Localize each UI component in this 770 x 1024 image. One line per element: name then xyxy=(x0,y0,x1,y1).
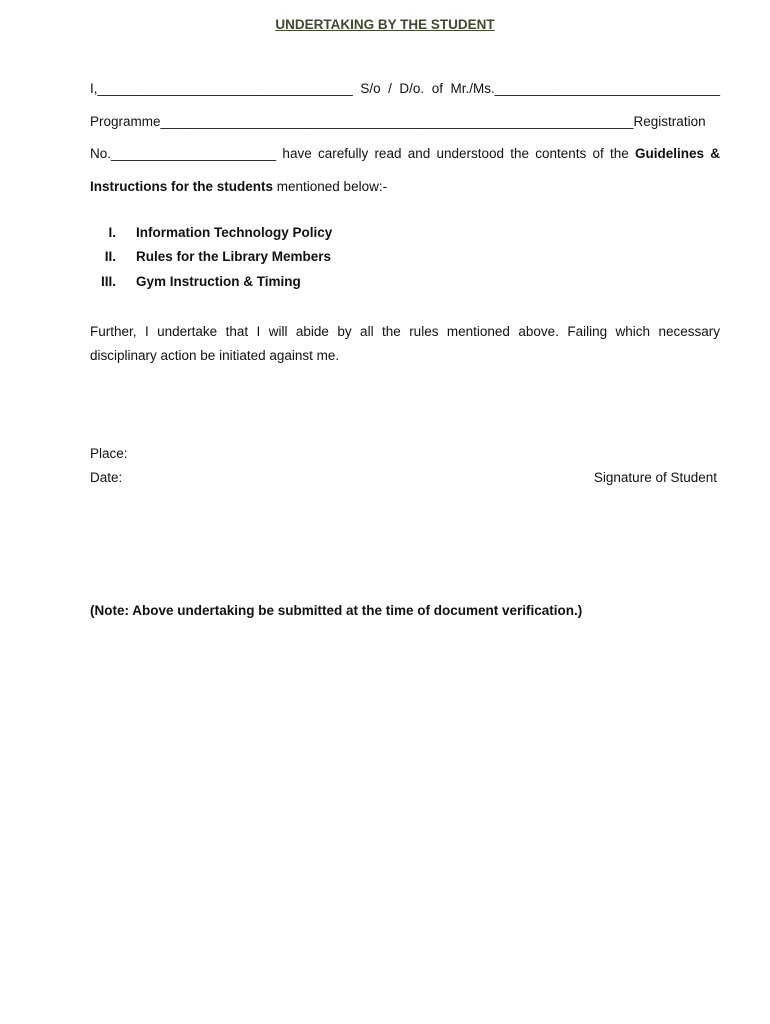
programme-line xyxy=(90,114,720,129)
list-number: I. xyxy=(108,225,116,240)
mentioned-below-text: mentioned below:- xyxy=(273,179,388,194)
signature-label: Signature of Student xyxy=(593,470,717,485)
statement-text: have carefully read and understood the contents of the xyxy=(276,146,635,161)
guidelines-bold-text: Guidelines & xyxy=(634,146,720,161)
list-item xyxy=(90,225,332,240)
list-text: Gym Instruction & Timing xyxy=(136,274,301,289)
instructions-bold-text: Instructions for the students xyxy=(90,179,274,194)
list-number: III. xyxy=(100,274,116,289)
parent-name-blank: ______________________________ xyxy=(494,81,720,96)
list-text: Information Technology Policy xyxy=(136,225,333,240)
verification-note: (Note: Above undertaking be submitted at the time of document verification.) xyxy=(90,603,583,618)
registration-no-label: No. xyxy=(90,146,112,161)
instructions-line xyxy=(90,179,720,194)
list-item xyxy=(90,249,331,264)
registration-label: Registration xyxy=(633,114,706,129)
document-title: UNDERTAKING BY THE STUDENT xyxy=(275,17,495,32)
list-text: Rules for the Library Members xyxy=(136,249,332,264)
place-label: Place: xyxy=(90,446,128,461)
programme-blank: _______________________________________________________________ xyxy=(160,114,634,129)
registration-line xyxy=(90,146,720,161)
undertaking-paragraph-line-2: disciplinary action be initiated against me. xyxy=(90,348,340,363)
list-number: II. xyxy=(104,249,116,264)
programme-label: Programme xyxy=(90,114,161,129)
undertaking-paragraph-line-1: Further, I undertake that I will abide by all the rules mentioned above. Failing which necessary xyxy=(90,324,720,339)
name-line xyxy=(90,81,720,96)
date-label: Date: xyxy=(90,470,123,485)
registration-blank: ______________________ xyxy=(111,146,277,161)
list-item xyxy=(90,274,301,289)
student-name-blank: __________________________________ xyxy=(97,81,353,96)
name-prefix: I, xyxy=(90,81,98,96)
parent-label: S/o / D/o. of Mr./Ms. xyxy=(352,81,495,96)
